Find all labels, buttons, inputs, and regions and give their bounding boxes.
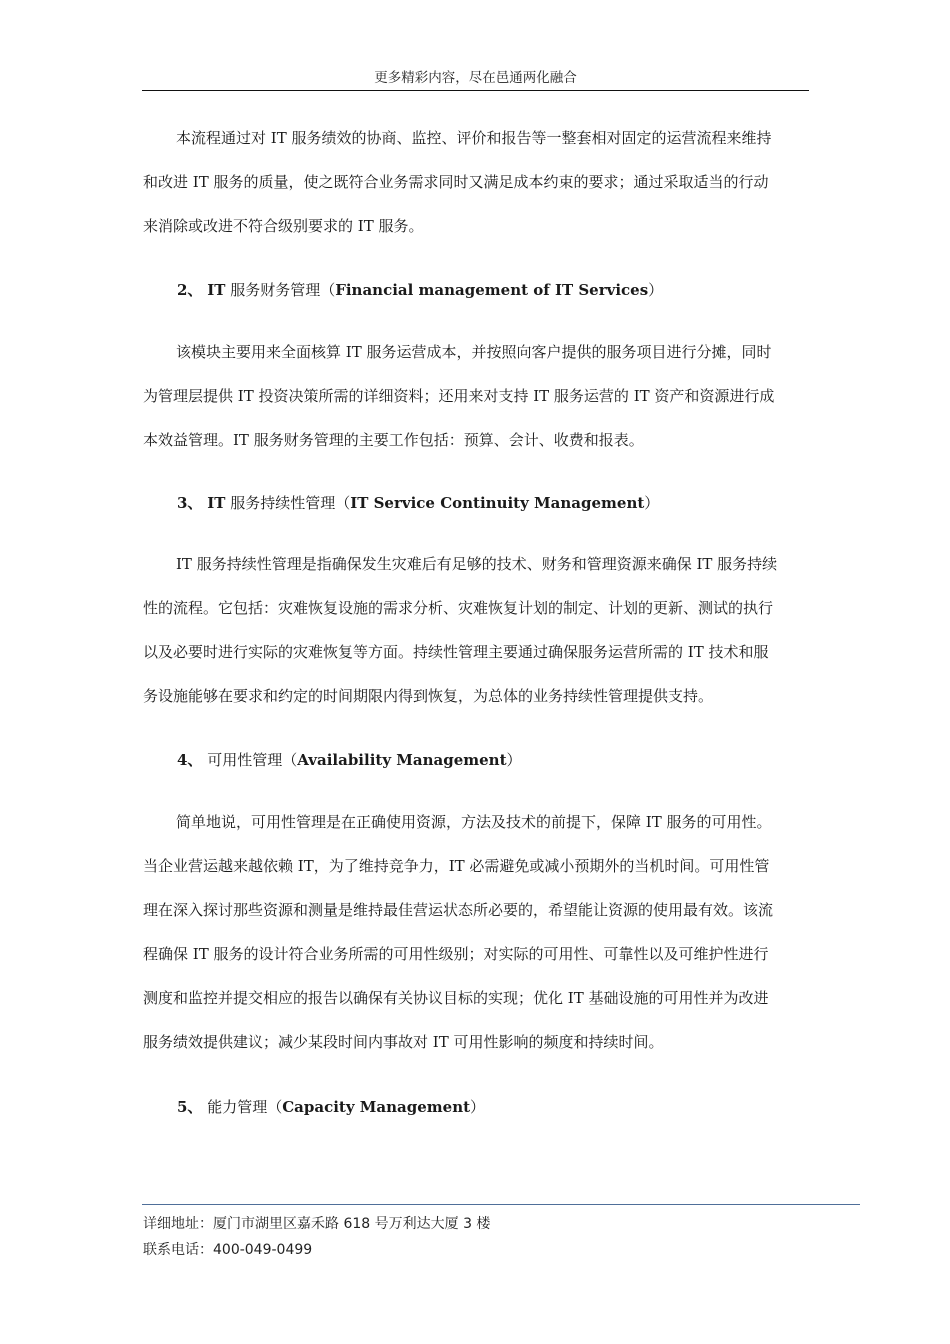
paragraph-line: 性的流程。它包括：灾难恢复设施的需求分析、灾难恢复计划的制定、计划的更新、测试的执行: [143, 599, 774, 617]
section-2-paragraph: [143, 330, 808, 462]
section-title-en: Capacity Management: [282, 1098, 471, 1116]
section-title-cn: 可用性管理（: [207, 751, 298, 769]
paragraph-line: 和改进 IT 服务的质量，使之既符合业务需求同时又满足成本约束的要求；通过采取适当的行动: [143, 173, 769, 191]
header-text: 更多精彩内容，尽在邑通两化融合: [374, 70, 577, 86]
paragraph-line: 该模块主要用来全面核算 IT 服务运营成本，并按照向客户提供的服务项目进行分摊，同时: [176, 343, 772, 361]
paragraph-line: 理在深入探讨那些资源和测量是维持最佳营运状态所必要的，希望能让资源的使用最有效。该流: [143, 901, 774, 919]
section-title-en: Availability Management: [297, 751, 507, 769]
section-title-prefix: IT: [207, 494, 226, 512]
section-3-paragraph: [143, 542, 808, 718]
paragraph-line: 服务绩效提供建议；减少某段时间内事故对 IT 可用性影响的频度和持续时间。: [143, 1033, 664, 1051]
footer-address: 详细地址：厦门市湖里区嘉禾路 618 号万利达大厦 3 楼: [143, 1216, 491, 1232]
paragraph-line: 程确保 IT 服务的设计符合业务所需的可用性级别；对实际的可用性、可靠性以及可维护性进行: [143, 945, 769, 963]
section-title-close: ）: [470, 1098, 486, 1116]
section-title-close: ）: [648, 281, 664, 299]
section-4-paragraph: [143, 800, 808, 1064]
intro-paragraph: [143, 116, 808, 248]
section-title-cn: 能力管理（: [207, 1098, 283, 1116]
page-header: [142, 68, 809, 91]
paragraph-line: 本效益管理。IT 服务财务管理的主要工作包括：预算、会计、收费和报表。: [143, 431, 644, 449]
section-number: 5、: [177, 1098, 203, 1116]
section-number: 4、: [177, 751, 203, 769]
section-2-heading: [177, 280, 663, 300]
section-4-heading: [177, 750, 522, 770]
paragraph-line: 简单地说，可用性管理是在正确使用资源，方法及技术的前提下，保障 IT 服务的可用性。: [176, 813, 772, 831]
paragraph-line: 为管理层提供 IT 投资决策所需的详细资料；还用来对支持 IT 服务运营的 IT 资产和资源进行成: [143, 387, 775, 405]
section-5-heading: [177, 1097, 485, 1117]
section-title-close: ）: [506, 751, 522, 769]
paragraph-line: 本流程通过对 IT 服务绩效的协商、监控、评价和报告等一整套相对固定的运营流程来维持: [176, 129, 772, 147]
section-title-prefix: IT: [207, 281, 226, 299]
paragraph-line: 当企业营运越来越依赖 IT，为了维持竞争力，IT 必需避免或减小预期外的当机时间。可用性管: [143, 857, 770, 875]
footer-divider: [142, 1204, 860, 1205]
section-number: 2、: [177, 281, 203, 299]
paragraph-line: 务设施能够在要求和约定的时间期限内得到恢复，为总体的业务持续性管理提供支持。: [143, 687, 714, 705]
paragraph-line: 来消除或改进不符合级别要求的 IT 服务。: [143, 217, 424, 235]
footer-phone: 联系电话：400-049-0499: [143, 1242, 313, 1258]
section-title-cn: 服务持续性管理（: [230, 494, 351, 512]
section-title-en: Financial management of IT Services: [335, 281, 649, 299]
section-title-en: IT Service Continuity Management: [350, 494, 645, 512]
section-number: 3、: [177, 494, 203, 512]
section-title-close: ）: [644, 494, 660, 512]
section-title-cn: 服务财务管理（: [230, 281, 336, 299]
paragraph-line: 测度和监控并提交相应的报告以确保有关协议目标的实现；优化 IT 基础设施的可用性并为改进: [143, 989, 769, 1007]
section-3-heading: [177, 493, 659, 513]
paragraph-line: 以及必要时进行实际的灾难恢复等方面。持续性管理主要通过确保服务运营所需的 IT 技术和服: [143, 643, 769, 661]
paragraph-line: IT 服务持续性管理是指确保发生灾难后有足够的技术、财务和管理资源来确保 IT 服务持续: [176, 555, 778, 573]
